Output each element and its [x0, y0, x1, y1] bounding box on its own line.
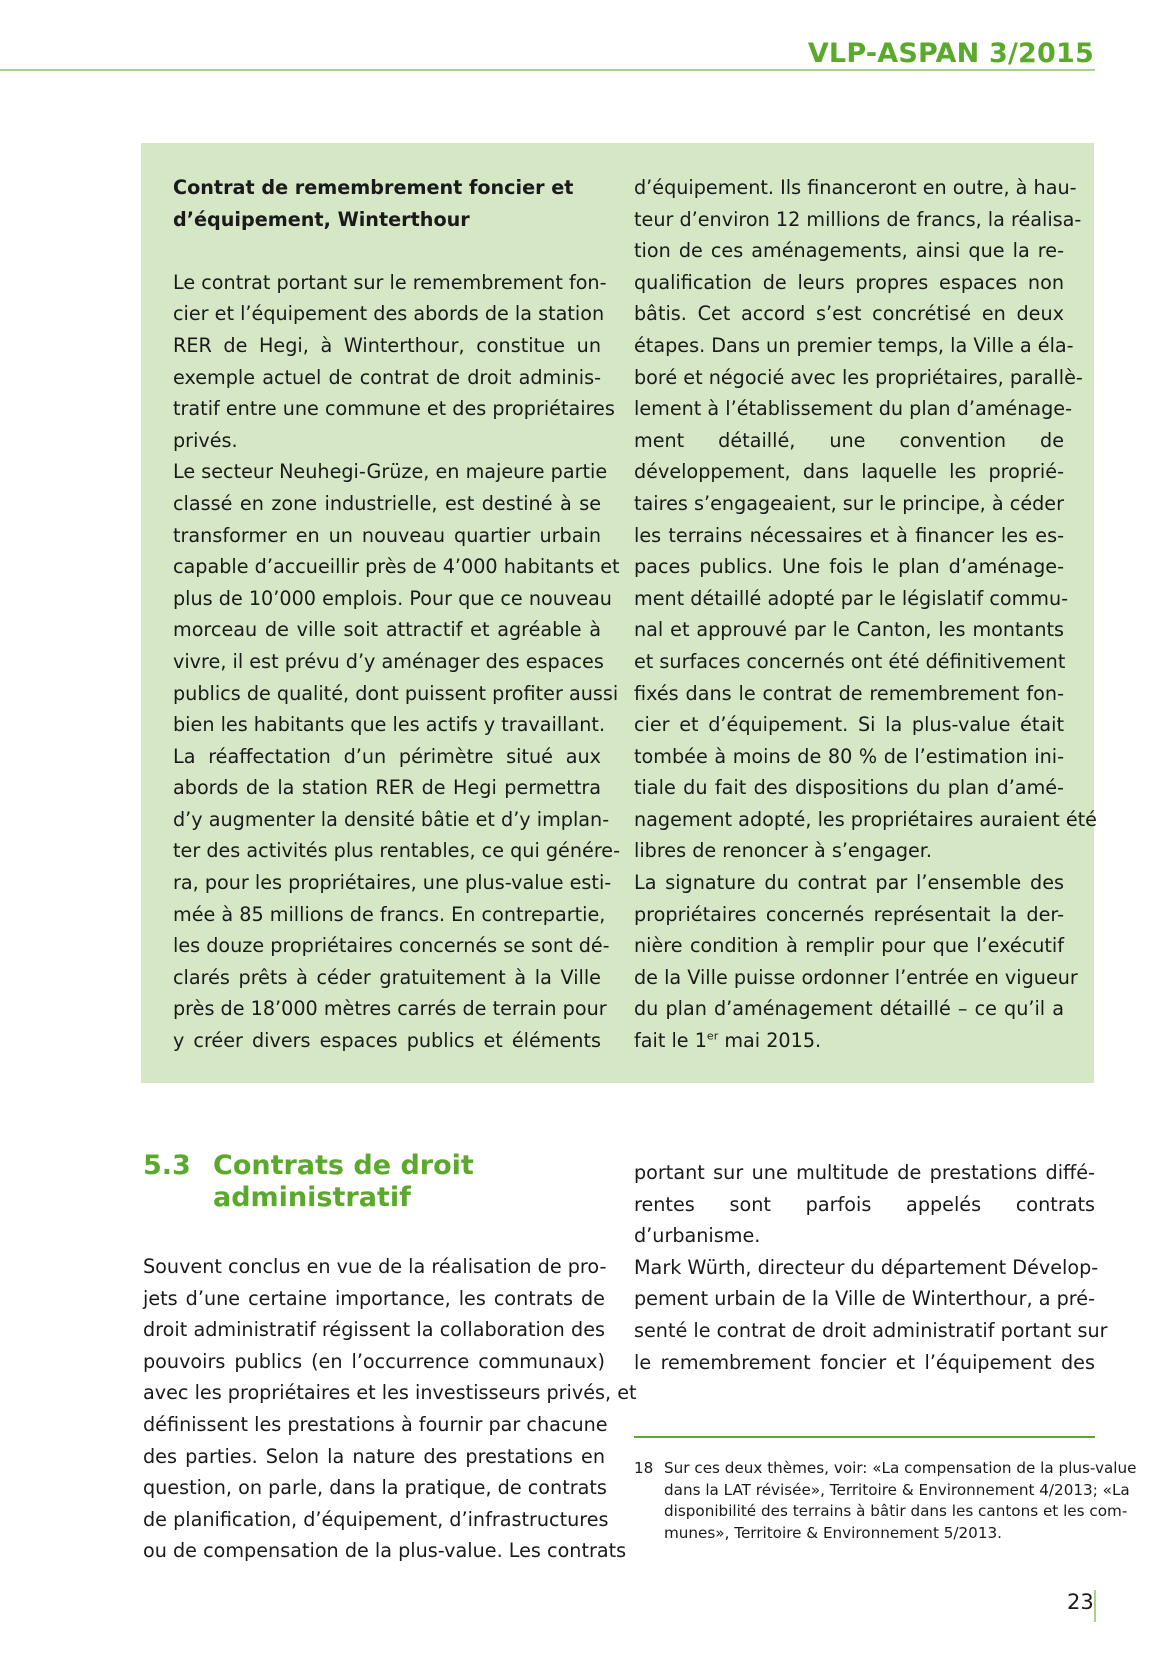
footnote-rule: [634, 1436, 1095, 1438]
text-line: étapes. Dans un premier temps, la Ville a éla-: [634, 333, 1074, 357]
text-line: ment détaillé, une convention de: [634, 428, 1064, 452]
text-line: cier et l’équipement des abords de la station: [173, 302, 605, 326]
text-line: teur d’environ 12 millions de francs, la réalisa-: [634, 207, 1082, 231]
text-line: définissent les prestations à fournir par chacune: [143, 1412, 608, 1436]
section-right-column: [634, 1157, 1108, 1378]
text-line: près de 18’000 mètres carrés de terrain pour: [173, 997, 607, 1021]
running-header-title: VLP-ASPAN 3/2015: [807, 38, 1094, 69]
section-number: 5.3: [143, 1150, 191, 1181]
text-line: tratif entre une commune et des propriétaires: [173, 397, 615, 421]
footnote-line: munes», Territoire & Environnement 5/2013.: [664, 1523, 1002, 1542]
text-line: nal et approuvé par le Canton, les montants: [634, 618, 1064, 642]
text-line: ou de compensation de la plus-value. Les contrats: [143, 1539, 627, 1563]
text-line: cier et d’équipement. Si la plus-value était: [634, 713, 1064, 737]
text-line: rentes sont parfois appelés contrats: [634, 1192, 1095, 1216]
text-line: les douze propriétaires concernés se sont dé-: [173, 934, 610, 958]
text-line: les terrains nécessaires et à financer les es-: [634, 523, 1064, 547]
text-line: pouvoirs publics (en l’occurrence communaux): [143, 1349, 605, 1373]
text-line: nagement adopté, les propriétaires auraient été: [634, 807, 1097, 831]
text-line: lement à l’établissement du plan d’aménage-: [634, 397, 1073, 421]
box-right-column: [634, 172, 1097, 1057]
text-line: tombée à moins de 80 % de l’estimation ini-: [634, 744, 1064, 768]
spacer: [173, 235, 601, 267]
text-line: morceau de ville soit attractif et agréable à: [173, 618, 601, 642]
superscript: er: [706, 1029, 719, 1043]
text-line: ment détaillé adopté par le législatif commu-: [634, 586, 1069, 610]
text-line: abords de la station RER de Hegi permettra: [173, 776, 601, 800]
text-line: y créer divers espaces publics et éléments: [173, 1029, 601, 1053]
text-line: portant sur une multitude de prestations diffé-: [634, 1161, 1095, 1184]
box-left-column: [173, 172, 621, 1057]
page-number: 23: [1067, 1590, 1094, 1614]
text-line: capable d’accueillir près de 4’000 habitants et: [173, 555, 620, 579]
text-line: de la Ville puisse ordonner l’entrée en vigueur: [634, 965, 1078, 989]
page-number-bar: [1094, 1590, 1096, 1622]
text-line: d’équipement. Ils financeront en outre, à hau-: [634, 176, 1077, 199]
text-line: ter des activités plus rentables, ce qui génére-: [173, 839, 621, 863]
text-line: fixés dans le contrat de remembrement fon-: [634, 681, 1064, 705]
text-line: propriétaires concernés représentait la der-: [634, 902, 1064, 926]
text-line: d’y augmenter la densité bâtie et d’y implan-: [173, 807, 610, 831]
text-line: vivre, il est prévu d’y aménager des espaces: [173, 649, 604, 673]
text-line: bâtis. Cet accord s’est concrétisé en deux: [634, 302, 1064, 326]
text-line: La réaffectation d’un périmètre situé aux: [173, 744, 601, 768]
text-line: taires s’engageaient, sur le principe, à céder: [634, 491, 1064, 515]
text-line: publics de qualité, dont puissent profiter aussi: [173, 681, 619, 705]
text-line: nière condition à remplir pour que l’exécutif: [634, 934, 1064, 958]
text-line: tion de ces aménagements, ainsi que la re-: [634, 239, 1064, 263]
text-line: RER de Hegi, à Winterthour, constitue un: [173, 333, 601, 357]
footnote-line: dans la LAT révisée», Territoire & Environnement 4/2013; «La: [664, 1480, 1130, 1499]
text-line-last: [634, 1025, 1064, 1057]
text-line: Souvent conclus en vue de la réalisation de pro-: [143, 1255, 607, 1278]
text-line: La signature du contrat par l’ensemble des: [634, 871, 1064, 895]
text-line: clarés prêts à céder gratuitement à la Ville: [173, 965, 601, 989]
text-line: plus de 10’000 emplois. Pour que ce nouveau: [173, 586, 612, 610]
section-left-column: [143, 1251, 637, 1567]
text-line: privés.: [173, 428, 238, 452]
footnote-number: 18: [634, 1459, 654, 1477]
text-line: qualification de leurs propres espaces non: [634, 270, 1064, 294]
text-line: Mark Würth, directeur du département Dévelop-: [634, 1255, 1099, 1279]
text-line: développement, dans laquelle les proprié-: [634, 460, 1064, 484]
text-line: bien les habitants que les actifs y travaillant.: [173, 713, 606, 737]
text-line: senté le contrat de droit administratif portant sur: [634, 1318, 1108, 1342]
text-line: Le secteur Neuhegi-Grüze, en majeure partie: [173, 460, 608, 484]
text-line: classé en zone industrielle, est destiné à se: [173, 491, 601, 515]
section-title-line: administratif: [213, 1182, 411, 1213]
text-line: exemple actuel de contrat de droit adminis-: [173, 365, 601, 389]
text-line: tiale du fait des dispositions du plan d’amé-: [634, 776, 1064, 800]
text-line: boré et négocié avec les propriétaires, parallè-: [634, 365, 1083, 389]
text-line: Le contrat portant sur le remembrement fon-: [173, 270, 607, 294]
text-line: de planification, d’équipement, d’infrastructures: [143, 1507, 609, 1531]
text-line: question, on parle, dans la pratique, de contrats: [143, 1476, 607, 1500]
section-title: [213, 1150, 474, 1214]
footnote-line: disponibilité des terrains à bâtir dans les cantons et les com-: [664, 1502, 1128, 1521]
text-line: d’urbanisme.: [634, 1224, 761, 1248]
text-line: droit administratif régissent la collaboration des: [143, 1318, 605, 1342]
text-line: des parties. Selon la nature des prestations en: [143, 1444, 605, 1468]
text-fragment: fait le 1: [634, 1029, 707, 1053]
text-line: mée à 85 millions de francs. En contrepartie,: [173, 902, 606, 926]
text-line: le remembrement foncier et l’équipement des: [634, 1350, 1095, 1374]
footnote-line: Sur ces deux thèmes, voir: «La compensation de la plus-value: [664, 1459, 1137, 1477]
text-line: avec les propriétaires et les investisseurs privés, et: [143, 1381, 637, 1405]
text-line: transformer en un nouveau quartier urbain: [173, 523, 601, 547]
box-title-line: Contrat de remembrement foncier et: [173, 176, 574, 199]
section-title-line: Contrats de droit: [213, 1150, 474, 1181]
text-line: pement urbain de la Ville de Winterthour, a pré-: [634, 1287, 1095, 1311]
text-line: du plan d’aménagement détaillé – ce qu’il a: [634, 997, 1064, 1021]
footnote-text: [664, 1458, 1137, 1544]
text-line: ra, pour les propriétaires, une plus-value esti-: [173, 871, 612, 895]
text-line: jets d’une certaine importance, les contrats de: [143, 1286, 605, 1310]
text-fragment: mai 2015.: [718, 1029, 822, 1053]
box-title-line: d’équipement, Winterthour: [173, 207, 470, 231]
text-line: et surfaces concernés ont été définitivement: [634, 649, 1066, 673]
text-line: paces publics. Une fois le plan d’aménage-: [634, 555, 1064, 579]
header-rule: [0, 69, 1095, 71]
text-line: libres de renoncer à s’engager.: [634, 839, 933, 863]
